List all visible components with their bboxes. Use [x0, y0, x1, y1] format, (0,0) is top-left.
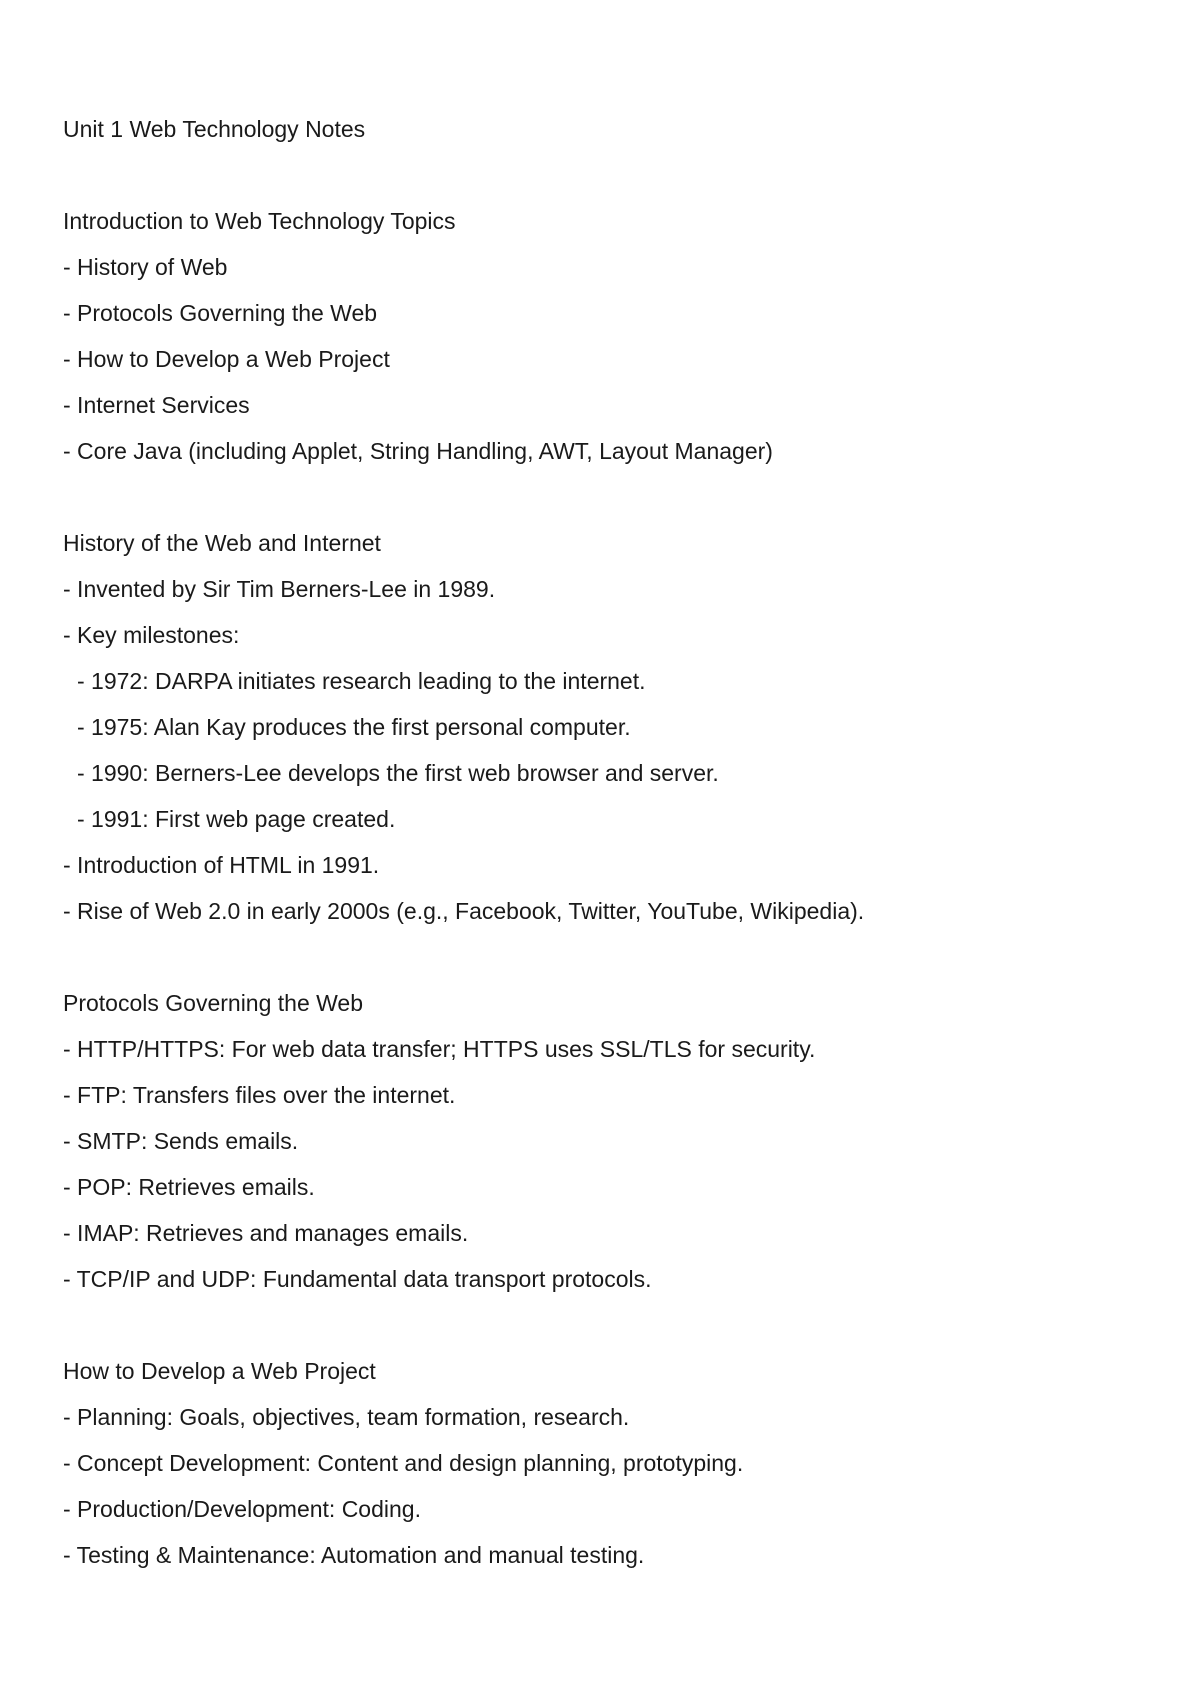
list-item: - How to Develop a Web Project: [63, 346, 390, 372]
section-1: [63, 198, 1143, 474]
sub-list-item: - 1975: Alan Kay produces the first personal computer.: [77, 714, 631, 740]
list-item: - FTP: Transfers files over the internet.: [63, 1082, 456, 1108]
section-spacer: [63, 152, 1143, 198]
list-item: - Internet Services: [63, 392, 250, 418]
list-item: - Production/Development: Coding.: [63, 1496, 421, 1522]
section-heading: Protocols Governing the Web: [63, 990, 364, 1016]
list-item: - TCP/IP and UDP: Fundamental data transport protocols.: [63, 1266, 652, 1292]
list-item: - Planning: Goals, objectives, team formation, research.: [63, 1404, 630, 1430]
document-title: Unit 1 Web Technology Notes: [63, 116, 366, 142]
list-item: - Concept Development: Content and design planning, prototyping.: [63, 1450, 744, 1476]
list-item: - Key milestones:: [63, 622, 240, 648]
list-item: - History of Web: [63, 254, 228, 280]
list-item: - SMTP: Sends emails.: [63, 1128, 299, 1154]
list-item: - HTTP/HTTPS: For web data transfer; HTTPS uses SSL/TLS for security.: [63, 1036, 816, 1062]
section-2: [63, 520, 1143, 934]
section-spacer: [63, 1302, 1143, 1348]
list-item: - Rise of Web 2.0 in early 2000s (e.g., Facebook, Twitter, YouTube, Wikipedia).: [63, 898, 865, 924]
list-item: - Protocols Governing the Web: [63, 300, 378, 326]
section-spacer: [63, 474, 1143, 520]
sub-list-item: - 1972: DARPA initiates research leading to the internet.: [77, 668, 646, 694]
section-spacer: [63, 934, 1143, 980]
section-4: [63, 1348, 1143, 1578]
section-3: [63, 980, 1143, 1302]
sub-list-item: - 1991: First web page created.: [77, 806, 396, 832]
section-heading: Introduction to Web Technology Topics: [63, 208, 456, 234]
section-heading: How to Develop a Web Project: [63, 1358, 376, 1384]
section-heading: History of the Web and Internet: [63, 530, 381, 556]
list-item: - Introduction of HTML in 1991.: [63, 852, 380, 878]
list-item: - IMAP: Retrieves and manages emails.: [63, 1220, 469, 1246]
list-item: - Core Java (including Applet, String Handling, AWT, Layout Manager): [63, 438, 773, 464]
document-sections: [63, 152, 1143, 1578]
list-item: - POP: Retrieves emails.: [63, 1174, 315, 1200]
sub-list-item: - 1990: Berners-Lee develops the first web browser and server.: [77, 760, 719, 786]
document-page: [63, 106, 1143, 1578]
list-item: - Invented by Sir Tim Berners-Lee in 1989.: [63, 576, 496, 602]
list-item: - Testing & Maintenance: Automation and manual testing.: [63, 1542, 645, 1568]
